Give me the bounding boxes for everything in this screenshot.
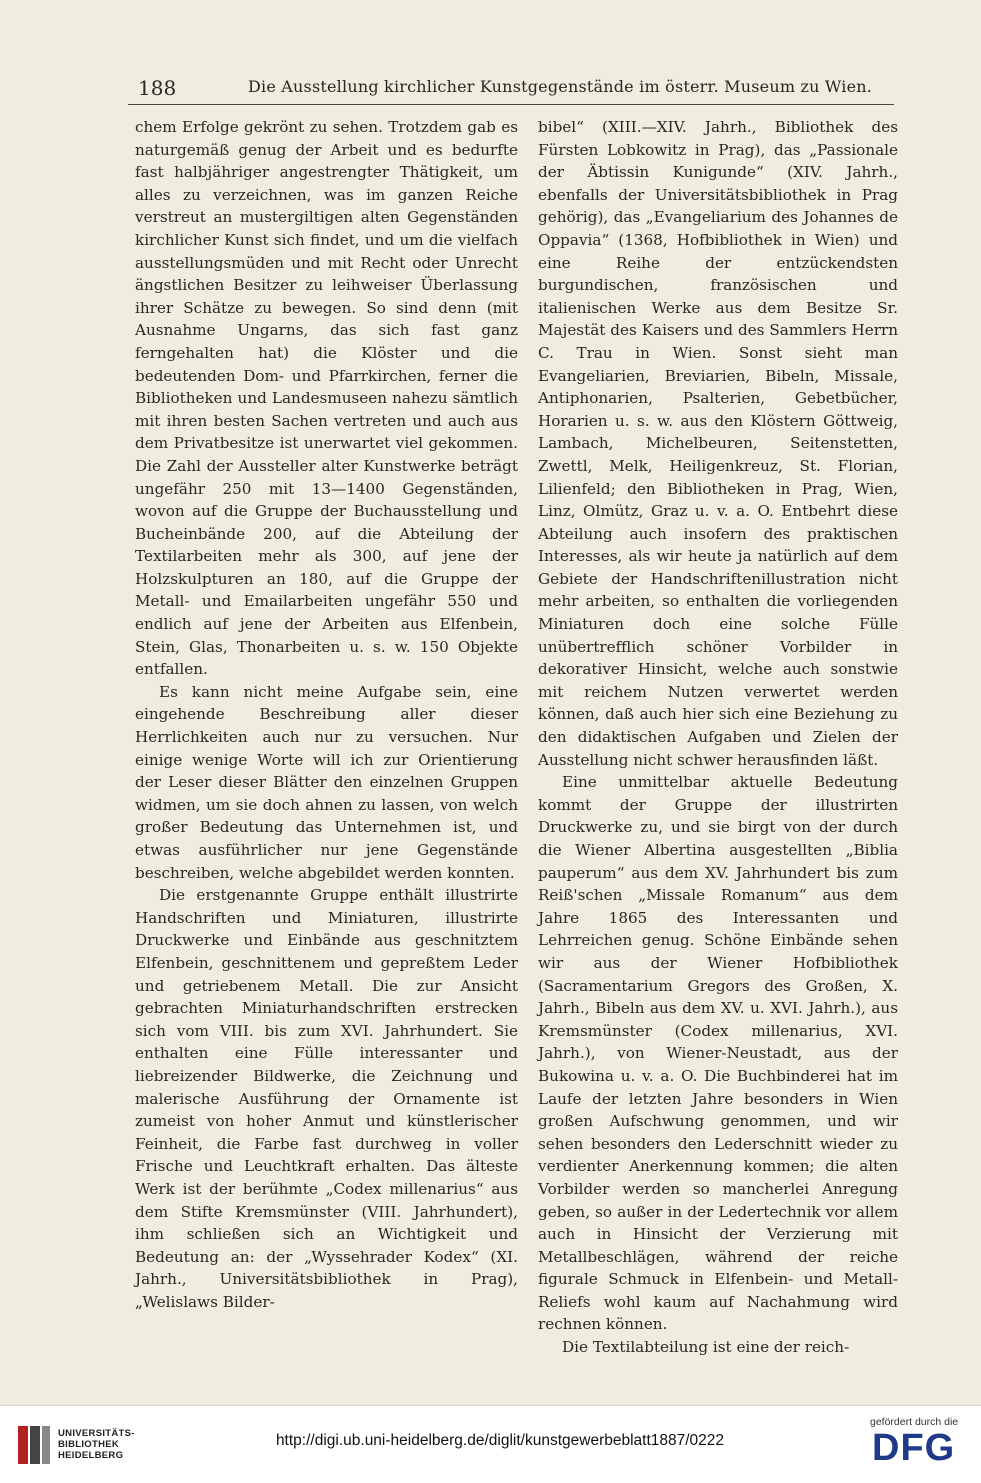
permalink-url[interactable]: http://digi.ub.uni-heidelberg.de/diglit/kunstgewerbeblatt1887/0222 [275, 1432, 725, 1449]
library-name-line-2: BIBLIOTHEK [58, 1439, 120, 1450]
dfg-logo[interactable]: DFG [872, 1427, 956, 1469]
funding-label: gefördert durch die [870, 1416, 959, 1428]
right-column [538, 116, 898, 1359]
library-name-line-1: UNIVERSITÄTS- [58, 1428, 135, 1439]
digitization-footer [0, 1405, 981, 1483]
university-library-logo[interactable] [14, 1422, 144, 1468]
library-name [58, 1428, 135, 1461]
running-head: Die Ausstellung kirchlicher Kunstgegenstände im österr. Museum zu Wien. [248, 77, 873, 96]
right-paragraph-3: Die Textilabteilung ist eine der reich- [562, 1338, 850, 1357]
right-paragraph-1: bibel“ (XIII.—XIV. Jahrh., Bibliothek des Fürsten Lobkowitz in Prag), das „Passionale der Äbtissin Kunigunde“ (XIV. Jahrh., ebenfalls der Universitätsbibliothek in Prag gehörig), das „Evangeliarium des Johannes de Oppavia“ (1368, Hofbibliothek in Wien) und eine Reihe der entzückendsten burgundischen, französischen und italienischen Werke aus dem Besitze Sr. Majestät des Kaisers und des Sammlers Herrn C. Trau in Wien. Sonst sieht man Evangeliarien, Breviarien, Bibeln, Missale, Antiphonarien, Psalterien, Gebetbücher, Horarien u. s. w. aus den Klöstern Göttweig, Lambach, Michelbeuren, Seitenstetten, Zwettl, Melk, Heiligenkreuz, St. Florian, Lilienfeld; den Bibliotheken in Prag, Wien, Linz, Olmütz, Graz u. v. a. O. Entbehrt diese Abteilung auch insofern des praktischen Interesses, als wir heute ja natürlich auf dem Gebiete der Handschriftenillustration nicht mehr arbeiten, so enthalten die vorliegenden Miniaturen doch eine solche Fülle unübertrefflich schöner Vorbilder in dekorativer Hinsicht, welche auch sonstwie mit reichem Nutzen verwertet werden können, daß auch hier sich eine Beziehung zu den didaktischen Aufgaben und Zielen der Ausstellung nicht schwer herausfinden läßt. [538, 118, 898, 769]
library-crest-icon [14, 1422, 54, 1468]
left-paragraph-1: chem Erfolge gekrönt zu sehen. Trotzdem gab es naturgemäß genug der Arbeit und es bedurfte fast halbjähriger angestrengter Thätigkeit, um alles zu verzeichnen, was im ganzen Reiche verstreut an mustergiltigen alten Gegenständen kirchlicher Kunst sich findet, und um die vielfach ausstellungsmüden und mit Recht oder Unrecht ängstlichen Besitzer zu leihweiser Überlassung ihrer Schätze zu bewegen. So sind denn (mit Ausnahme Ungarns, das sich fast ganz ferngehalten hat) die Klöster und die bedeutenden Dom- und Pfarrkirchen, ferner die Bibliotheken und Landesmuseen nahezu sämtlich mit ihren besten Sachen vertreten und auch aus dem Privatbesitze ist unerwartet viel gekommen. Die Zahl der Aussteller alter Kunstwerke beträgt ungefähr 250 mit 13—1400 Gegenständen, wovon auf die Gruppe der Buchausstellung und Bucheinbände 200, auf die Abteilung der Textilarbeiten mehr als 300, auf jene der Holzskulpturen an 180, auf die Gruppe der Metall- und Emailarbeiten ungefähr 550 und endlich auf jene der Arbeiten aus Elfenbein, Stein, Glas, Thonarbeiten u. s. w. 150 Objekte entfallen. [135, 118, 518, 679]
left-paragraph-3: Die erstgenannte Gruppe enthält illustrirte Handschriften und Miniaturen, illustrirte Druckwerke und Einbände aus geschnitztem Elfenbein, geschnittenem und gepreßtem Leder und getriebenem Metall. Die zur Ansicht gebrachten Miniaturhandschriften erstrecken sich vom VIII. bis zum XVI. Jahrhundert. Sie enthalten eine Fülle interessanter und liebreizender Bildwerke, die Zeichnung und malerische Ausführung der Ornamente ist zumeist von hoher Anmut und künstlerischer Feinheit, die Farbe fast durchweg in voller Frische und Leuchtkraft erhalten. Das älteste Werk ist der berühmte „Codex millenarius“ aus dem Stifte Kremsmünster (VIII. Jahrhundert), ihm schließen sich an Wichtigkeit und Bedeutung an: der „Wyssehrader Kodex“ (XI. Jahrh., Universitätsbibliothek in Prag), „Welislaws Bilder- [135, 886, 518, 1311]
left-column [135, 116, 518, 1313]
page-header [128, 74, 894, 105]
left-paragraph-2: Es kann nicht meine Aufgabe sein, eine eingehende Beschreibung aller dieser Herrlichkeiten auch nur zu versuchen. Nur einige wenige Worte will ich zur Orientierung der Leser dieser Blätter den einzelnen Gruppen widmen, um sie doch ahnen zu lassen, von welch großer Bedeutung das Unternehmen ist, und etwas ausführlicher nur jene Gegenstände beschreiben, welche abgebildet werden konnten. [135, 682, 518, 882]
page-number: 188 [138, 76, 177, 100]
library-name-line-3: HEIDELBERG [58, 1450, 124, 1461]
right-paragraph-2: Eine unmittelbar aktuelle Bedeutung kommt der Gruppe der illustrirten Druckwerke zu, und sie birgt von der durch die Wiener Albertina ausgestellten „Biblia pauperum“ aus dem XV. Jahrhundert bis zum Reiß'schen „Missale Romanum“ aus dem Jahre 1865 des Interessanten und Lehrreichen genug. Schöne Einbände sehen wir aus der Wiener Hofbibliothek (Sacramentarium Gregors des Großen, X. Jahrh., Bibeln aus dem XV. u. XVI. Jahrh.), aus Kremsmünster (Codex millenarius, XVI. Jahrh.), von Wiener-Neustadt, aus der Bukowina u. v. a. O. Die Buchbinderei hat im Laufe der letzten Jahre besonders in Wien großen Aufschwung genommen, und wir sehen besonders den Lederschnitt wieder zu verdienter Anerkennung kommen; die alten Vorbilder werden so mancherlei Anregung geben, so außer in der Ledertechnik vor allem auch in Hinsicht der Verzierung mit Metallbeschlägen, während der reiche figurale Schmuck in Elfenbein- und Metall-Reliefs wohl kaum auf Nachahmung wird rechnen können. [538, 773, 898, 1334]
